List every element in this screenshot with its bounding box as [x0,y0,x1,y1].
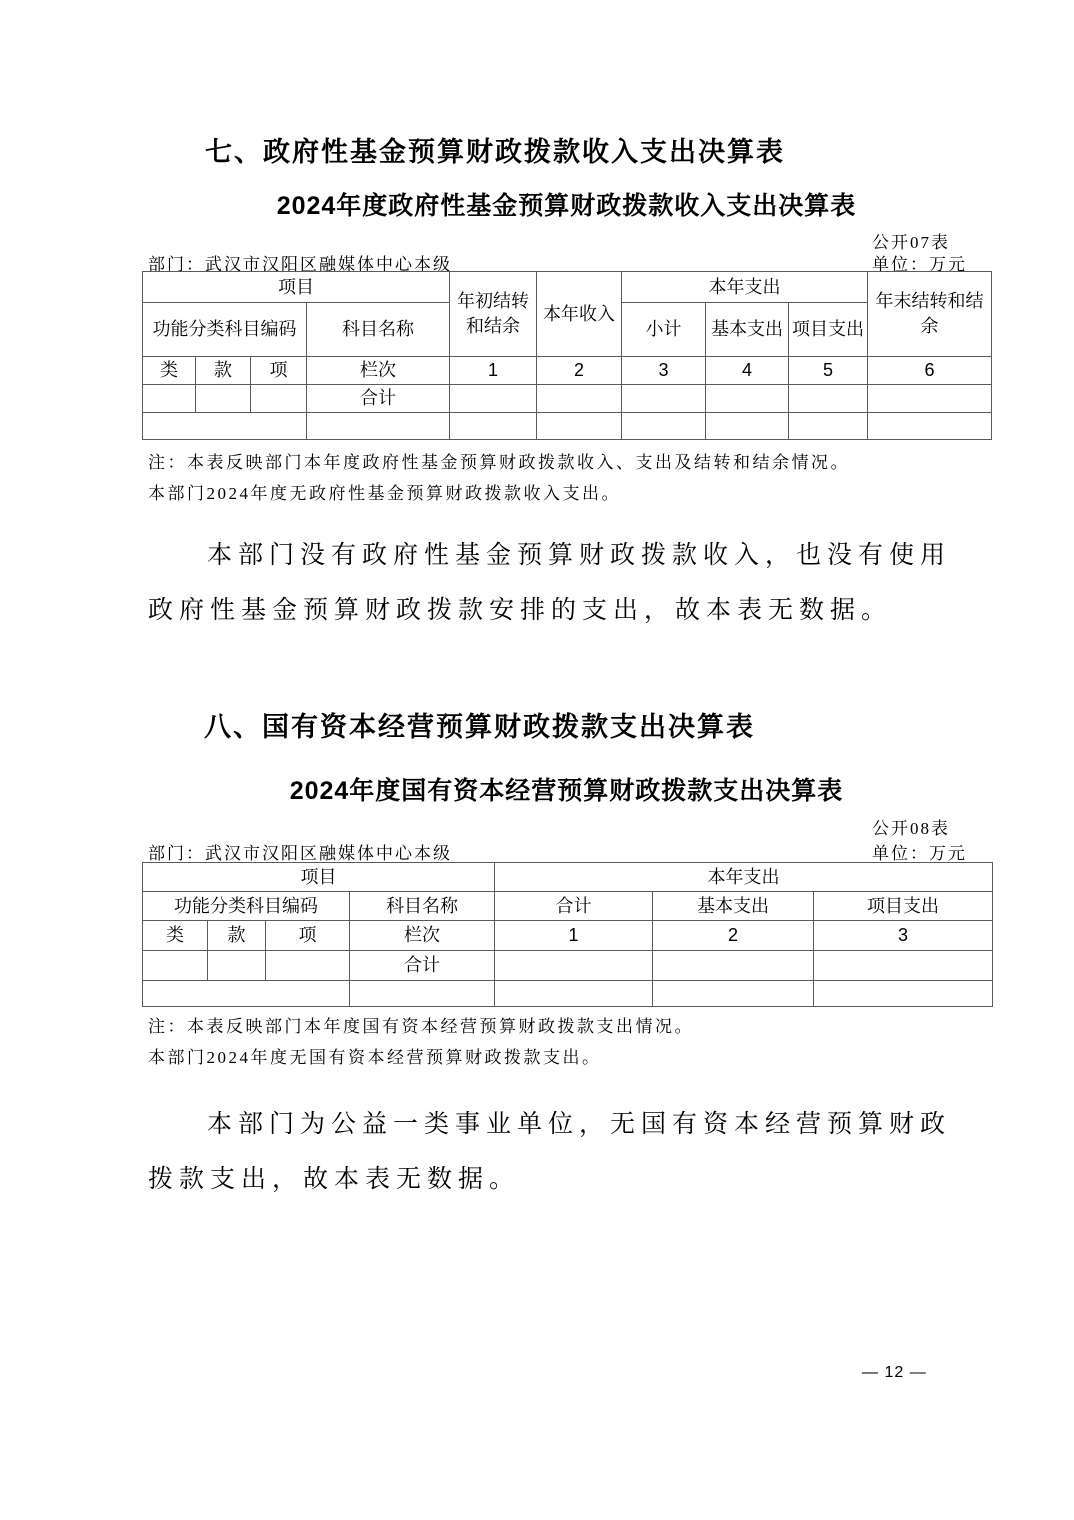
table-row [143,921,993,951]
section7-table-title: 2024年度政府性基金预算财政拨款收入支出决算表 [276,192,857,220]
section8-table-code: 公开08表 [872,819,950,838]
cell-empty [143,385,196,413]
th-basic-expense: 基本支出 [706,303,789,357]
th-year-expense: 本年支出 [622,272,868,303]
paragraph-line: 政府性基金预算财政拨款安排的支出，故本表无数据。 [148,597,893,624]
paragraph-line: 拨款支出，故本表无数据。 [148,1166,521,1193]
table-row-total [143,385,992,413]
cell-empty [143,951,208,981]
col-number: 3 [622,357,706,385]
th-year-income: 本年收入 [537,272,622,357]
cell-empty [450,385,537,413]
section8-note2: 本部门2024年度无国有资本经营预算财政拨款支出。 [148,1048,602,1067]
cell-empty [789,385,868,413]
total-row-label: 合计 [307,385,450,413]
total-row-label: 合计 [350,951,495,981]
cell-empty [143,413,307,440]
col-number: 1 [450,357,537,385]
th-project-expense: 项目支出 [814,892,993,921]
col-number: 1 [495,921,653,951]
table-row [143,863,993,892]
cell-empty [208,951,266,981]
cell-empty [495,951,653,981]
section8-department: 部门：武汉市汉阳区融媒体中心本级 [148,844,452,863]
col-number: 2 [653,921,814,951]
th-end-balance: 年末结转和结余 [868,272,992,357]
cell-empty [814,981,993,1007]
th-item: 项 [266,921,350,951]
cell-empty [706,413,789,440]
cell-empty [868,385,992,413]
section8-unit: 单位：万元 [872,844,967,863]
col-number: 6 [868,357,992,385]
cell-empty [251,385,307,413]
gov-fund-budget-table [142,271,992,440]
col-number: 5 [789,357,868,385]
section7-note2: 本部门2024年度无政府性基金预算财政拨款收入支出。 [148,484,621,503]
paragraph-line: 本部门为公益一类事业单位，无国有资本经营预算财政 [207,1111,952,1138]
th-subject-name: 科目名称 [350,892,495,921]
th-subject-name: 科目名称 [307,303,450,357]
th-basic-expense: 基本支出 [653,892,814,921]
th-func-code: 功能分类科目编码 [143,892,350,921]
cell-empty [537,413,622,440]
th-class: 类 [143,357,196,385]
table-row-blank [143,981,993,1007]
cell-empty [706,385,789,413]
section8-note1: 注：本表反映部门本年度国有资本经营预算财政拨款支出情况。 [148,1017,694,1036]
cell-empty [789,413,868,440]
section7-note1: 注：本表反映部门本年度政府性基金预算财政拨款收入、支出及结转和结余情况。 [148,453,850,472]
th-begin-balance: 年初结转和结余 [450,272,537,357]
th-func-code: 功能分类科目编码 [143,303,307,357]
th-column-label: 栏次 [307,357,450,385]
table-row [143,357,992,385]
cell-empty [868,413,992,440]
cell-empty [307,413,450,440]
section8-table-title: 2024年度国有资本经营预算财政拨款支出决算表 [289,777,844,805]
section8-paragraph [148,1097,968,1207]
table-row [143,892,993,921]
th-section: 款 [208,921,266,951]
cell-empty [653,981,814,1007]
th-class: 类 [143,921,208,951]
table-row-total [143,951,993,981]
cell-empty [143,981,350,1007]
paragraph-line: 本部门没有政府性基金预算财政拨款收入，也没有使用 [207,542,952,569]
cell-empty [537,385,622,413]
cell-empty [814,951,993,981]
th-project: 项目 [143,863,495,892]
th-total: 合计 [495,892,653,921]
table-row-blank [143,413,992,440]
col-number: 3 [814,921,993,951]
col-number: 2 [537,357,622,385]
th-year-expense: 本年支出 [495,863,993,892]
cell-empty [266,951,350,981]
cell-empty [622,385,706,413]
page-number: — 12 — [862,1364,927,1381]
cell-empty [450,413,537,440]
section7-department: 部门：武汉市汉阳区融媒体中心本级 [148,255,452,274]
section8-heading: 八、国有资本经营预算财政拨款支出决算表 [204,712,755,742]
cell-empty [196,385,251,413]
th-project: 项目 [143,272,450,303]
section7-table-code: 公开07表 [872,233,950,252]
th-column-label: 栏次 [350,921,495,951]
state-capital-budget-table [142,862,993,1007]
th-item: 项 [251,357,307,385]
section7-paragraph [148,528,968,638]
cell-empty [495,981,653,1007]
cell-empty [622,413,706,440]
col-number: 4 [706,357,789,385]
th-project-expense: 项目支出 [789,303,868,357]
th-section: 款 [196,357,251,385]
section7-heading: 七、政府性基金预算财政拨款收入支出决算表 [205,137,785,167]
section7-unit: 单位：万元 [872,255,967,274]
th-subtotal: 小计 [622,303,706,357]
table-row [143,272,992,303]
cell-empty [350,981,495,1007]
cell-empty [653,951,814,981]
